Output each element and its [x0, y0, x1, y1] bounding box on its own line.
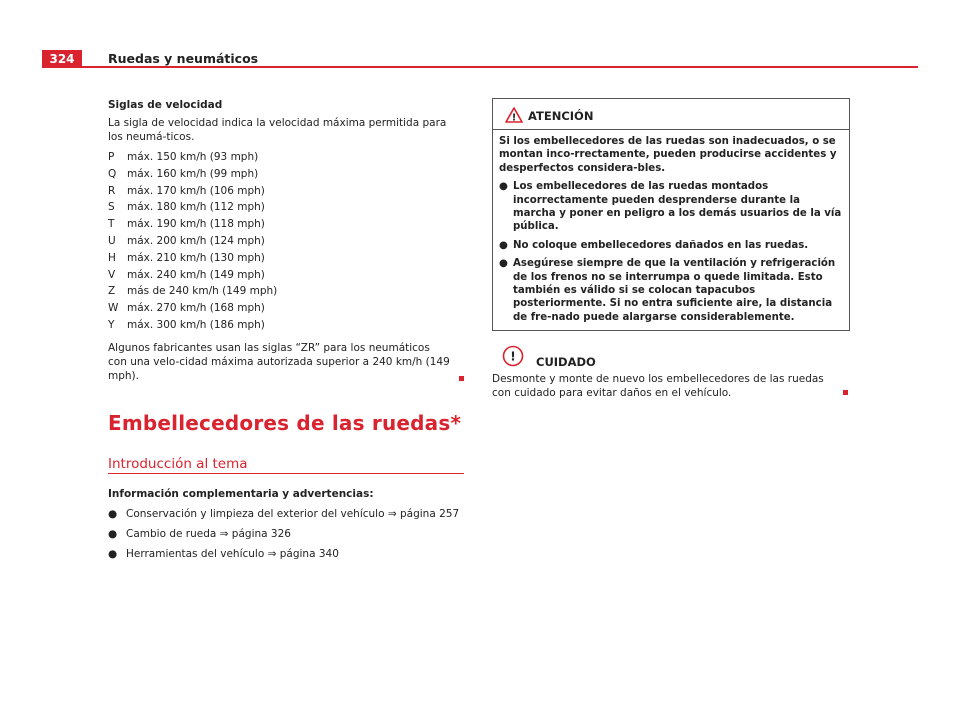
speed-row — [108, 318, 464, 335]
warning-box — [492, 98, 850, 331]
caution-body — [492, 345, 848, 400]
warning-item-text: Los embellecedores de las ruedas montados incorrectamente pueden desprenderse durante la marcha y poner en peligro a los demás usuarios de la vía pública. — [513, 181, 842, 233]
related-info — [108, 487, 464, 561]
speed-row — [108, 167, 464, 184]
speed-value: máx. 190 km/h (118 mph) — [127, 218, 265, 231]
page-number: 324 — [42, 50, 82, 68]
speed-letter: W — [108, 302, 119, 315]
speed-letter: H — [108, 251, 116, 264]
list-item — [108, 547, 464, 561]
list-item-text: Herramientas del vehículo ⇒ página 340 — [126, 548, 339, 560]
speed-value: máx. 200 km/h (124 mph) — [127, 234, 265, 247]
speed-row — [108, 251, 464, 268]
subsection-divider — [108, 473, 464, 474]
subsection-title: Introducción al tema — [108, 456, 248, 472]
warning-item-text: No coloque embellecedores dañados en las ruedas. — [513, 239, 809, 251]
caution-title: CUIDADO — [536, 355, 596, 370]
speed-intro: La sigla de velocidad indica la velocidad máxima permitida para los neumá-ticos. — [108, 117, 447, 143]
list-item — [108, 527, 464, 541]
speed-letter: Y — [108, 318, 115, 331]
warning-body — [493, 130, 849, 330]
speed-value: máx. 210 km/h (130 mph) — [127, 251, 265, 264]
speed-letter: T — [108, 218, 115, 231]
speed-note: Algunos fabricantes usan las siglas “ZR” para los neumáticos con una velo-cidad máxima autorizada superior a 240 km/h (149 mph). — [108, 341, 450, 382]
speed-value: máx. 150 km/h (93 mph) — [127, 151, 259, 163]
caution-block — [492, 345, 848, 400]
warning-lead: Si los embellecedores de las ruedas son inadecuados, o se montan inco-rrectamente, pueden producirse accidentes y desperfectos considera-bles. — [499, 136, 837, 174]
header-divider — [82, 66, 918, 68]
list-item — [499, 239, 843, 252]
chapter-title: Ruedas y neumáticos — [108, 51, 259, 66]
speed-row — [108, 301, 464, 318]
speed-note-block — [108, 341, 464, 383]
speed-row — [108, 284, 464, 301]
bullet-icon: ● — [499, 239, 508, 251]
warning-header — [493, 99, 849, 130]
bullet-icon: ● — [499, 258, 508, 270]
speed-letter: Z — [108, 285, 116, 298]
bullet-icon: ● — [499, 181, 508, 193]
caution-text: Desmonte y monte de nuevo los embellecedores de las ruedas con cuidado para evitar daños en el vehículo. — [492, 373, 824, 400]
speed-rating-section — [108, 98, 464, 383]
list-item — [108, 507, 464, 521]
speed-row — [108, 200, 464, 217]
speed-row — [108, 268, 464, 285]
speed-value: máx. 180 km/h (112 mph) — [127, 201, 265, 214]
right-column — [492, 98, 848, 400]
list-item — [499, 257, 843, 324]
speed-list — [108, 150, 464, 335]
end-of-topic-marker — [459, 376, 464, 381]
speed-value: máx. 300 km/h (186 mph) — [127, 318, 265, 331]
speed-value: máx. 240 km/h (149 mph) — [127, 268, 265, 281]
speed-value: máx. 170 km/h (106 mph) — [127, 184, 265, 197]
speed-letter: V — [108, 268, 116, 281]
speed-value: máx. 160 km/h (99 mph) — [127, 167, 259, 180]
speed-heading: Siglas de velocidad — [108, 99, 223, 111]
bullet-icon: ● — [108, 528, 118, 540]
warning-triangle-icon — [505, 107, 523, 127]
speed-letter: R — [108, 184, 116, 197]
speed-value: máx. 270 km/h (168 mph) — [127, 302, 265, 315]
speed-row — [108, 234, 464, 251]
speed-letter: U — [108, 234, 116, 247]
list-item-text: Conservación y limpieza del exterior del vehículo ⇒ página 257 — [126, 508, 460, 520]
speed-letter: S — [108, 201, 115, 214]
speed-row — [108, 217, 464, 234]
info-heading: Información complementaria y advertencias: — [108, 488, 374, 500]
section-title: Embellecedores de las ruedas* — [108, 411, 462, 435]
speed-row — [108, 184, 464, 201]
speed-letter: P — [108, 151, 115, 163]
bullet-icon: ● — [108, 548, 118, 560]
speed-letter: Q — [108, 167, 117, 180]
end-of-topic-marker — [843, 390, 848, 395]
bullet-icon: ● — [108, 508, 118, 520]
list-item-text: Cambio de rueda ⇒ página 326 — [126, 528, 291, 540]
caution-icon-mark: ! — [510, 349, 516, 364]
warning-item-text: Asegúrese siempre de que la ventilación y refrigeración de los frenos no se interrumpa o quede limitada. Esto también es válido si se colocan tapacubos posteriormente. Si no entra suficiente aire, la distancia de fre-nado puede alargarse considerablemente. — [513, 258, 836, 323]
warning-title: ATENCIÓN — [528, 109, 594, 123]
speed-row — [108, 150, 464, 167]
speed-value: más de 240 km/h (149 mph) — [127, 285, 278, 298]
warning-icon-mark: ! — [511, 112, 517, 123]
list-item — [499, 180, 843, 234]
